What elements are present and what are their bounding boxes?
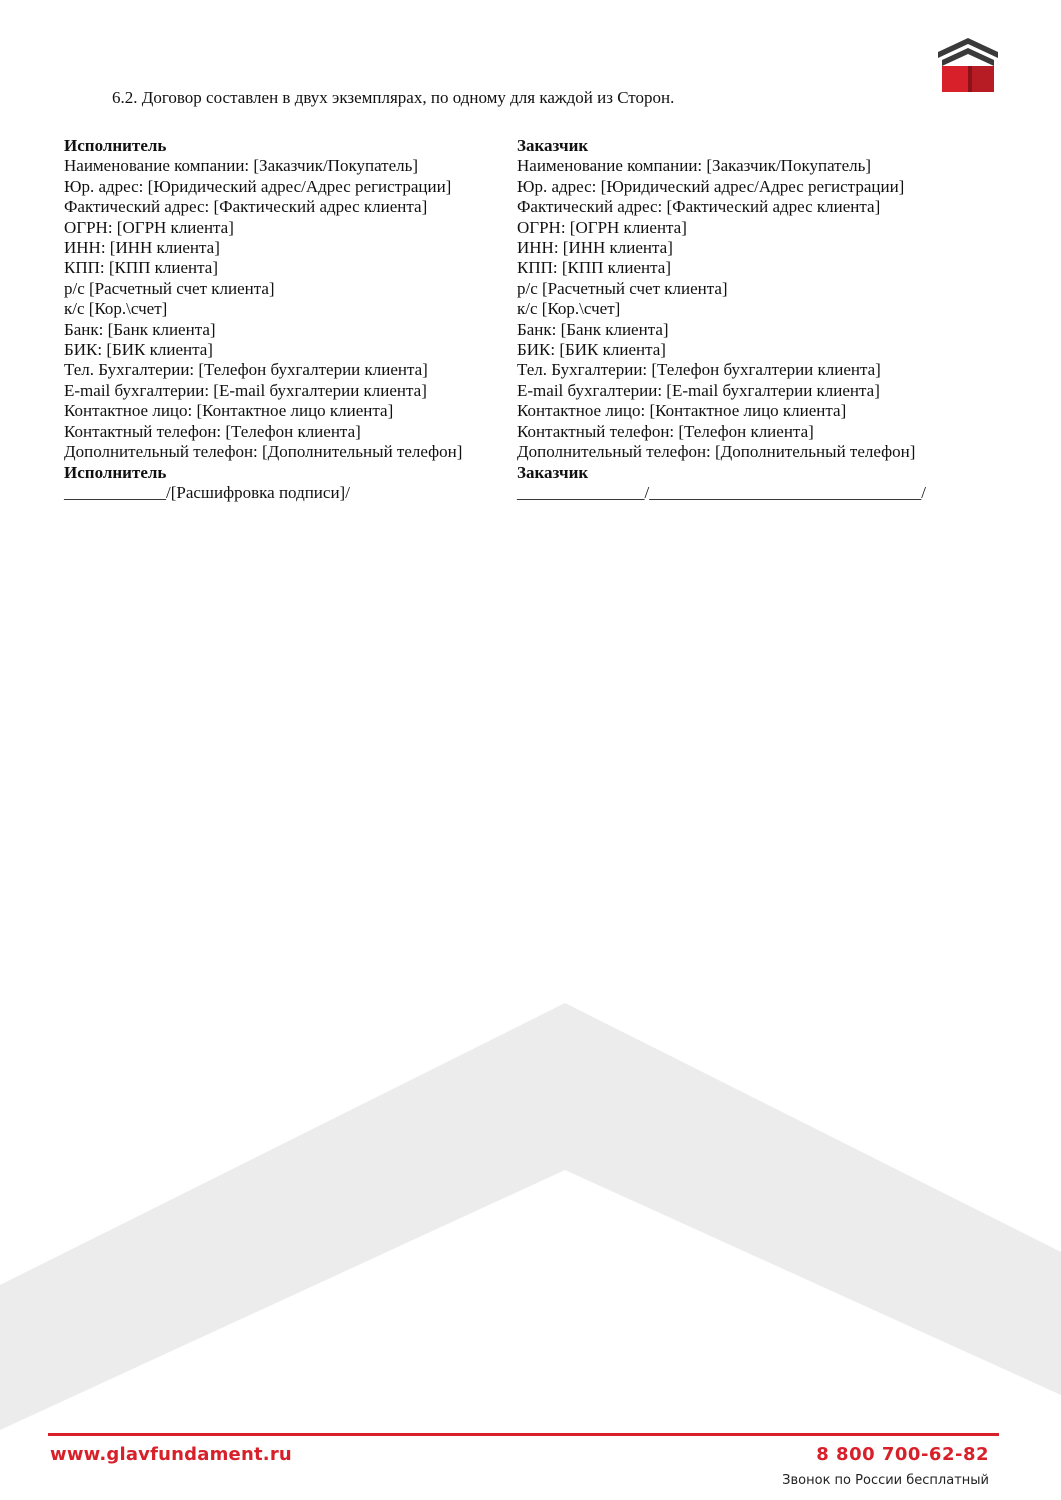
customer-accounting-email: E-mail бухгалтерии: [E-mail бухгалтерии клиента]: [517, 380, 880, 400]
executor-details-column: [64, 136, 504, 503]
contract-clause-6-2: 6.2. Договор составлен в двух экземплярах, по одному для каждой из Сторон.: [112, 88, 675, 107]
customer-company-name: Наименование компании: [Заказчик/Покупатель]: [517, 156, 872, 176]
executor-heading: Исполнитель: [64, 136, 167, 155]
footer-divider: [48, 1433, 999, 1436]
customer-details-column: [517, 136, 957, 503]
customer-correspondent-account: к/с [Кор.\счет]: [517, 299, 621, 319]
customer-heading: Заказчик: [517, 136, 589, 155]
footer-free-call-note: Звонок по России бесплатный: [782, 1473, 989, 1488]
executor-bank: Банк: [Банк клиента]: [64, 319, 216, 339]
customer-actual-address: Фактический адрес: [Фактический адрес клиента]: [517, 197, 881, 217]
customer-kpp: КПП: [КПП клиента]: [517, 258, 671, 278]
customer-legal-address: Юр. адрес: [Юридический адрес/Адрес регистрации]: [517, 176, 905, 196]
customer-sign-heading: Заказчик: [517, 462, 589, 482]
executor-company-name: Наименование компании: [Заказчик/Покупатель]: [64, 156, 419, 176]
house-roof-logo-icon: [936, 36, 1000, 96]
executor-legal-address: Юр. адрес: [Юридический адрес/Адрес регистрации]: [64, 176, 452, 196]
executor-additional-phone: Дополнительный телефон: [Дополнительный телефон]: [64, 442, 463, 462]
executor-kpp: КПП: [КПП клиента]: [64, 258, 218, 278]
customer-additional-phone: Дополнительный телефон: [Дополнительный телефон]: [517, 442, 916, 462]
customer-contact-person: Контактное лицо: [Контактное лицо клиента]: [517, 401, 847, 421]
executor-bik: БИК: [БИК клиента]: [64, 340, 213, 360]
executor-actual-address: Фактический адрес: [Фактический адрес клиента]: [64, 197, 428, 217]
executor-signature-line: ____________/[Расшифровка подписи]/: [64, 482, 350, 502]
customer-settlement-account: р/с [Расчетный счет клиента]: [517, 278, 728, 298]
customer-bank: Банк: [Банк клиента]: [517, 319, 669, 339]
customer-bik: БИК: [БИК клиента]: [517, 340, 666, 360]
customer-inn: ИНН: [ИНН клиента]: [517, 238, 673, 258]
footer-phone-number[interactable]: 8 800 700-62-82: [816, 1444, 989, 1465]
customer-accounting-phone: Тел. Бухгалтерии: [Телефон бухгалтерии клиента]: [517, 360, 881, 380]
executor-contact-person: Контактное лицо: [Контактное лицо клиента]: [64, 401, 394, 421]
customer-ogrn: ОГРН: [ОГРН клиента]: [517, 217, 687, 237]
footer-website-link[interactable]: www.glavfundament.ru: [50, 1444, 292, 1465]
executor-accounting-phone: Тел. Бухгалтерии: [Телефон бухгалтерии клиента]: [64, 360, 428, 380]
executor-correspondent-account: к/с [Кор.\счет]: [64, 299, 168, 319]
executor-settlement-account: р/с [Расчетный счет клиента]: [64, 278, 275, 298]
executor-accounting-email: E-mail бухгалтерии: [E-mail бухгалтерии клиента]: [64, 380, 427, 400]
executor-sign-heading: Исполнитель: [64, 462, 167, 482]
customer-signature-line: _______________/________________________________/: [517, 482, 926, 502]
executor-ogrn: ОГРН: [ОГРН клиента]: [64, 217, 234, 237]
customer-contact-phone: Контактный телефон: [Телефон клиента]: [517, 421, 814, 441]
executor-contact-phone: Контактный телефон: [Телефон клиента]: [64, 421, 361, 441]
executor-inn: ИНН: [ИНН клиента]: [64, 238, 220, 258]
